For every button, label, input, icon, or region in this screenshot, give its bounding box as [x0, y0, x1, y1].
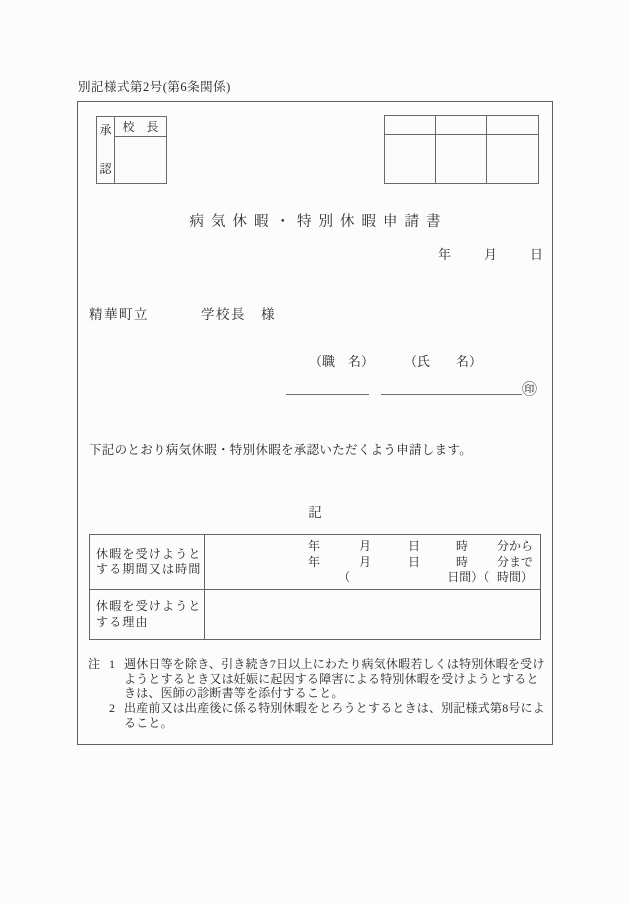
totals-open-paren: （: [338, 570, 351, 584]
position-signature-line: [286, 381, 369, 395]
approval-char-top: 承: [99, 123, 112, 137]
to-month-label: 月: [358, 554, 371, 569]
position-name-label: （職 名）: [309, 354, 375, 369]
reason-value-cell: [205, 590, 541, 640]
note-1-text: 週休日等を除き、引き続き7日以上にわたり病気休暇若しくは特別休暇を受けようとするとき又は妊娠に起因する障害による特別休暇を受けようとするときは、医師の診断書等を添付すること。: [124, 657, 545, 701]
notes-list: [109, 657, 546, 731]
note-item-1: [109, 657, 546, 701]
routing-stamp-table: [384, 115, 539, 184]
addressee-line: [78, 303, 552, 321]
leave-request-table: [89, 534, 541, 640]
date-line: [78, 244, 552, 263]
stamp-cell: [436, 135, 487, 183]
to-day-label: 日: [407, 554, 420, 569]
school-head-label: 学校長 様: [201, 307, 276, 322]
period-label-cell: [90, 535, 205, 590]
seal-mark-icon: ㊞: [522, 382, 538, 398]
form-outer-border: [77, 101, 553, 745]
from-year-label: 年: [307, 539, 320, 553]
reason-label-cell: [90, 590, 205, 640]
reason-label-line1: 休暇を受けようと: [96, 599, 202, 613]
note-2-number: 2: [109, 701, 115, 716]
name-signature-line: [381, 381, 522, 395]
page-title: 病気休暇・特別休暇申請書: [189, 214, 448, 230]
period-label-line2: する期間又は時間: [96, 562, 202, 576]
from-hour-label: 時: [455, 539, 468, 553]
request-statement: 下記のとおり病気休暇・特別休暇を承認いただくよう申請します。: [89, 443, 473, 457]
reason-label-line2: する理由: [96, 614, 149, 629]
period-label-line1: 休暇を受けようと: [96, 546, 202, 561]
stamp-cell: [436, 116, 487, 135]
from-day-label: 日: [407, 539, 420, 553]
note-item-2: [109, 701, 546, 730]
to-hour-label: 時: [455, 554, 468, 569]
note-2-text: 出産前又は出産後に係る特別休暇をとろうとするときは、別記様式第8号によること。: [124, 701, 546, 730]
from-month-label: 月: [358, 539, 371, 553]
note-1-number: 1: [109, 657, 115, 671]
stamp-cell: [385, 135, 436, 183]
to-year-label: 年: [307, 554, 320, 569]
notes-label: 注: [88, 657, 101, 671]
signature-labels: [78, 351, 552, 367]
table-row-reason: [90, 590, 541, 640]
period-from-line: [205, 539, 533, 555]
principal-column-header: 校 長: [115, 117, 166, 137]
approval-stamp-box: [96, 116, 167, 184]
ki-heading: 記: [308, 505, 322, 520]
from-minute-suffix: 分から: [496, 539, 533, 553]
period-totals-line: [205, 570, 533, 586]
period-value-cell: [205, 535, 541, 590]
totals-days-label: 日間）（: [447, 570, 490, 584]
date-year-label: 年: [437, 247, 451, 262]
date-month-label: 月: [483, 247, 497, 262]
totals-hours-label: 時間）: [496, 570, 533, 584]
period-to-line: [205, 555, 533, 571]
stamp-cell: [385, 116, 436, 135]
stamp-cell: [487, 116, 538, 135]
table-row-period: [90, 535, 541, 590]
approval-vertical-label: [97, 117, 115, 183]
date-day-label: 日: [529, 247, 543, 262]
to-minute-suffix: 分まで: [496, 554, 533, 569]
stamp-cell: [487, 135, 538, 183]
approval-principal-column: [115, 117, 166, 183]
full-name-label: （氏 名）: [404, 354, 483, 369]
municipality-label: 精華町立: [89, 307, 149, 322]
notes-section: [88, 657, 546, 731]
principal-stamp-area: [115, 137, 166, 183]
approval-char-bottom: 認: [99, 162, 112, 176]
form-code-label: 別記様式第2号(第6条関係): [78, 80, 231, 94]
